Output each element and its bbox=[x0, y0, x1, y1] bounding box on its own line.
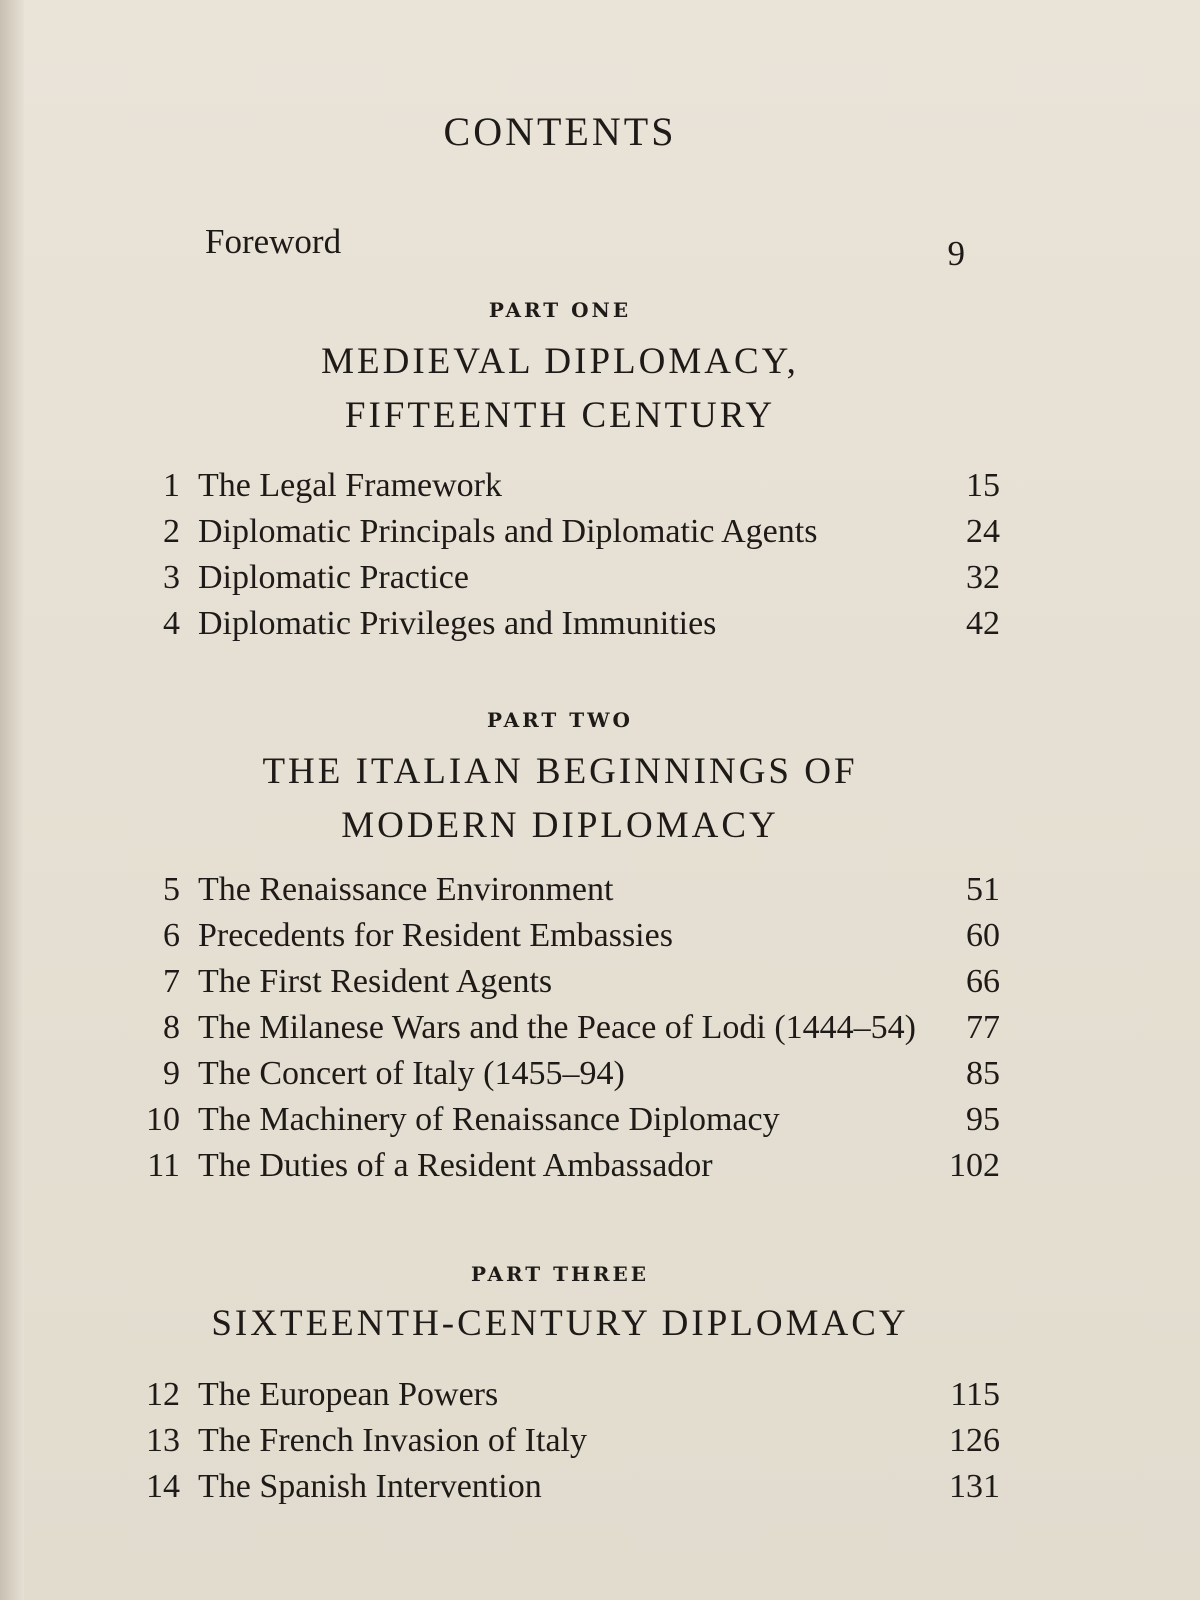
chapter-entry bbox=[130, 1097, 1000, 1143]
chapter-number: 4 bbox=[163, 605, 180, 642]
part-title-line: FIFTEENTH CENTURY bbox=[344, 395, 776, 436]
foreword-page: 9 bbox=[947, 234, 965, 273]
chapter-page: 66 bbox=[966, 963, 1000, 1000]
chapter-page: 42 bbox=[966, 605, 1000, 642]
chapter-entry bbox=[130, 463, 1000, 509]
chapter-number: 8 bbox=[163, 1009, 180, 1046]
chapter-number: 9 bbox=[163, 1055, 180, 1092]
chapter-entry bbox=[130, 913, 1000, 959]
chapter-entry bbox=[130, 1051, 1000, 1097]
chapter-entry bbox=[130, 1418, 1000, 1464]
part-two-chapters bbox=[130, 867, 1000, 1189]
chapter-title: Precedents for Resident Embassies bbox=[198, 917, 673, 954]
chapter-title: The French Invasion of Italy bbox=[198, 1422, 587, 1459]
chapter-entry bbox=[130, 555, 1000, 601]
part-three-chapters bbox=[130, 1372, 1000, 1510]
page-title: CONTENTS bbox=[443, 109, 677, 154]
chapter-title: Diplomatic Practice bbox=[198, 559, 469, 596]
chapter-number: 5 bbox=[163, 871, 180, 908]
chapter-number: 12 bbox=[146, 1376, 180, 1413]
chapter-page: 24 bbox=[966, 513, 1000, 550]
chapter-page: 131 bbox=[949, 1468, 1000, 1505]
chapter-entry bbox=[130, 1005, 1000, 1051]
chapter-number: 10 bbox=[146, 1101, 180, 1138]
chapter-title: Diplomatic Principals and Diplomatic Agents bbox=[198, 513, 818, 550]
chapter-title: The European Powers bbox=[198, 1376, 499, 1413]
chapter-page: 85 bbox=[966, 1055, 1000, 1092]
chapter-page: 77 bbox=[966, 1009, 1000, 1046]
part-one-chapters bbox=[130, 463, 1000, 647]
chapter-title: Diplomatic Privileges and Immunities bbox=[198, 605, 717, 642]
chapter-entry bbox=[130, 1464, 1000, 1510]
chapter-title: The Machinery of Renaissance Diplomacy bbox=[198, 1101, 780, 1138]
chapter-page: 126 bbox=[949, 1422, 1000, 1459]
chapter-page: 51 bbox=[966, 871, 1000, 908]
chapter-number: 6 bbox=[163, 917, 180, 954]
part-title-line: THE ITALIAN BEGINNINGS OF bbox=[262, 751, 858, 792]
chapter-title: The Milanese Wars and the Peace of Lodi (1444–54) bbox=[198, 1009, 916, 1046]
part-one-label: PART ONE bbox=[488, 298, 632, 322]
chapter-number: 11 bbox=[147, 1147, 180, 1184]
part-three-label: PART THREE bbox=[470, 1262, 650, 1286]
chapter-page: 32 bbox=[966, 559, 1000, 596]
chapter-title: The First Resident Agents bbox=[198, 963, 553, 1000]
chapter-page: 15 bbox=[966, 467, 1000, 504]
chapter-entry bbox=[130, 601, 1000, 647]
part-title-line: SIXTEENTH-CENTURY DIPLOMACY bbox=[211, 1303, 909, 1344]
chapter-title: The Concert of Italy (1455–94) bbox=[198, 1055, 625, 1092]
chapter-entry bbox=[130, 509, 1000, 555]
chapter-entry bbox=[130, 959, 1000, 1005]
chapter-page: 95 bbox=[966, 1101, 1000, 1138]
part-one-title bbox=[0, 335, 1120, 443]
chapter-entry bbox=[130, 1372, 1000, 1418]
part-title-line: MEDIEVAL DIPLOMACY, bbox=[321, 341, 799, 382]
foreword-entry bbox=[205, 222, 965, 273]
part-three-title bbox=[0, 1297, 1120, 1351]
chapter-entry bbox=[130, 1143, 1000, 1189]
chapter-page: 60 bbox=[966, 917, 1000, 954]
chapter-number: 13 bbox=[146, 1422, 180, 1459]
chapter-page: 115 bbox=[950, 1376, 1000, 1413]
chapter-number: 2 bbox=[163, 513, 180, 550]
chapter-number: 3 bbox=[163, 559, 180, 596]
chapter-title: The Renaissance Environment bbox=[198, 871, 614, 908]
chapter-title: The Duties of a Resident Ambassador bbox=[198, 1147, 713, 1184]
part-two-title bbox=[0, 745, 1120, 853]
part-title-line: MODERN DIPLOMACY bbox=[341, 805, 779, 846]
chapter-number: 7 bbox=[163, 963, 180, 1000]
chapter-title: The Legal Framework bbox=[198, 467, 502, 504]
part-two-label: PART TWO bbox=[487, 708, 633, 732]
foreword-title: Foreword bbox=[205, 222, 342, 261]
chapter-page: 102 bbox=[949, 1147, 1000, 1184]
chapter-number: 14 bbox=[146, 1468, 180, 1505]
chapter-number: 1 bbox=[163, 467, 180, 504]
chapter-title: The Spanish Intervention bbox=[198, 1468, 542, 1505]
chapter-entry bbox=[130, 867, 1000, 913]
